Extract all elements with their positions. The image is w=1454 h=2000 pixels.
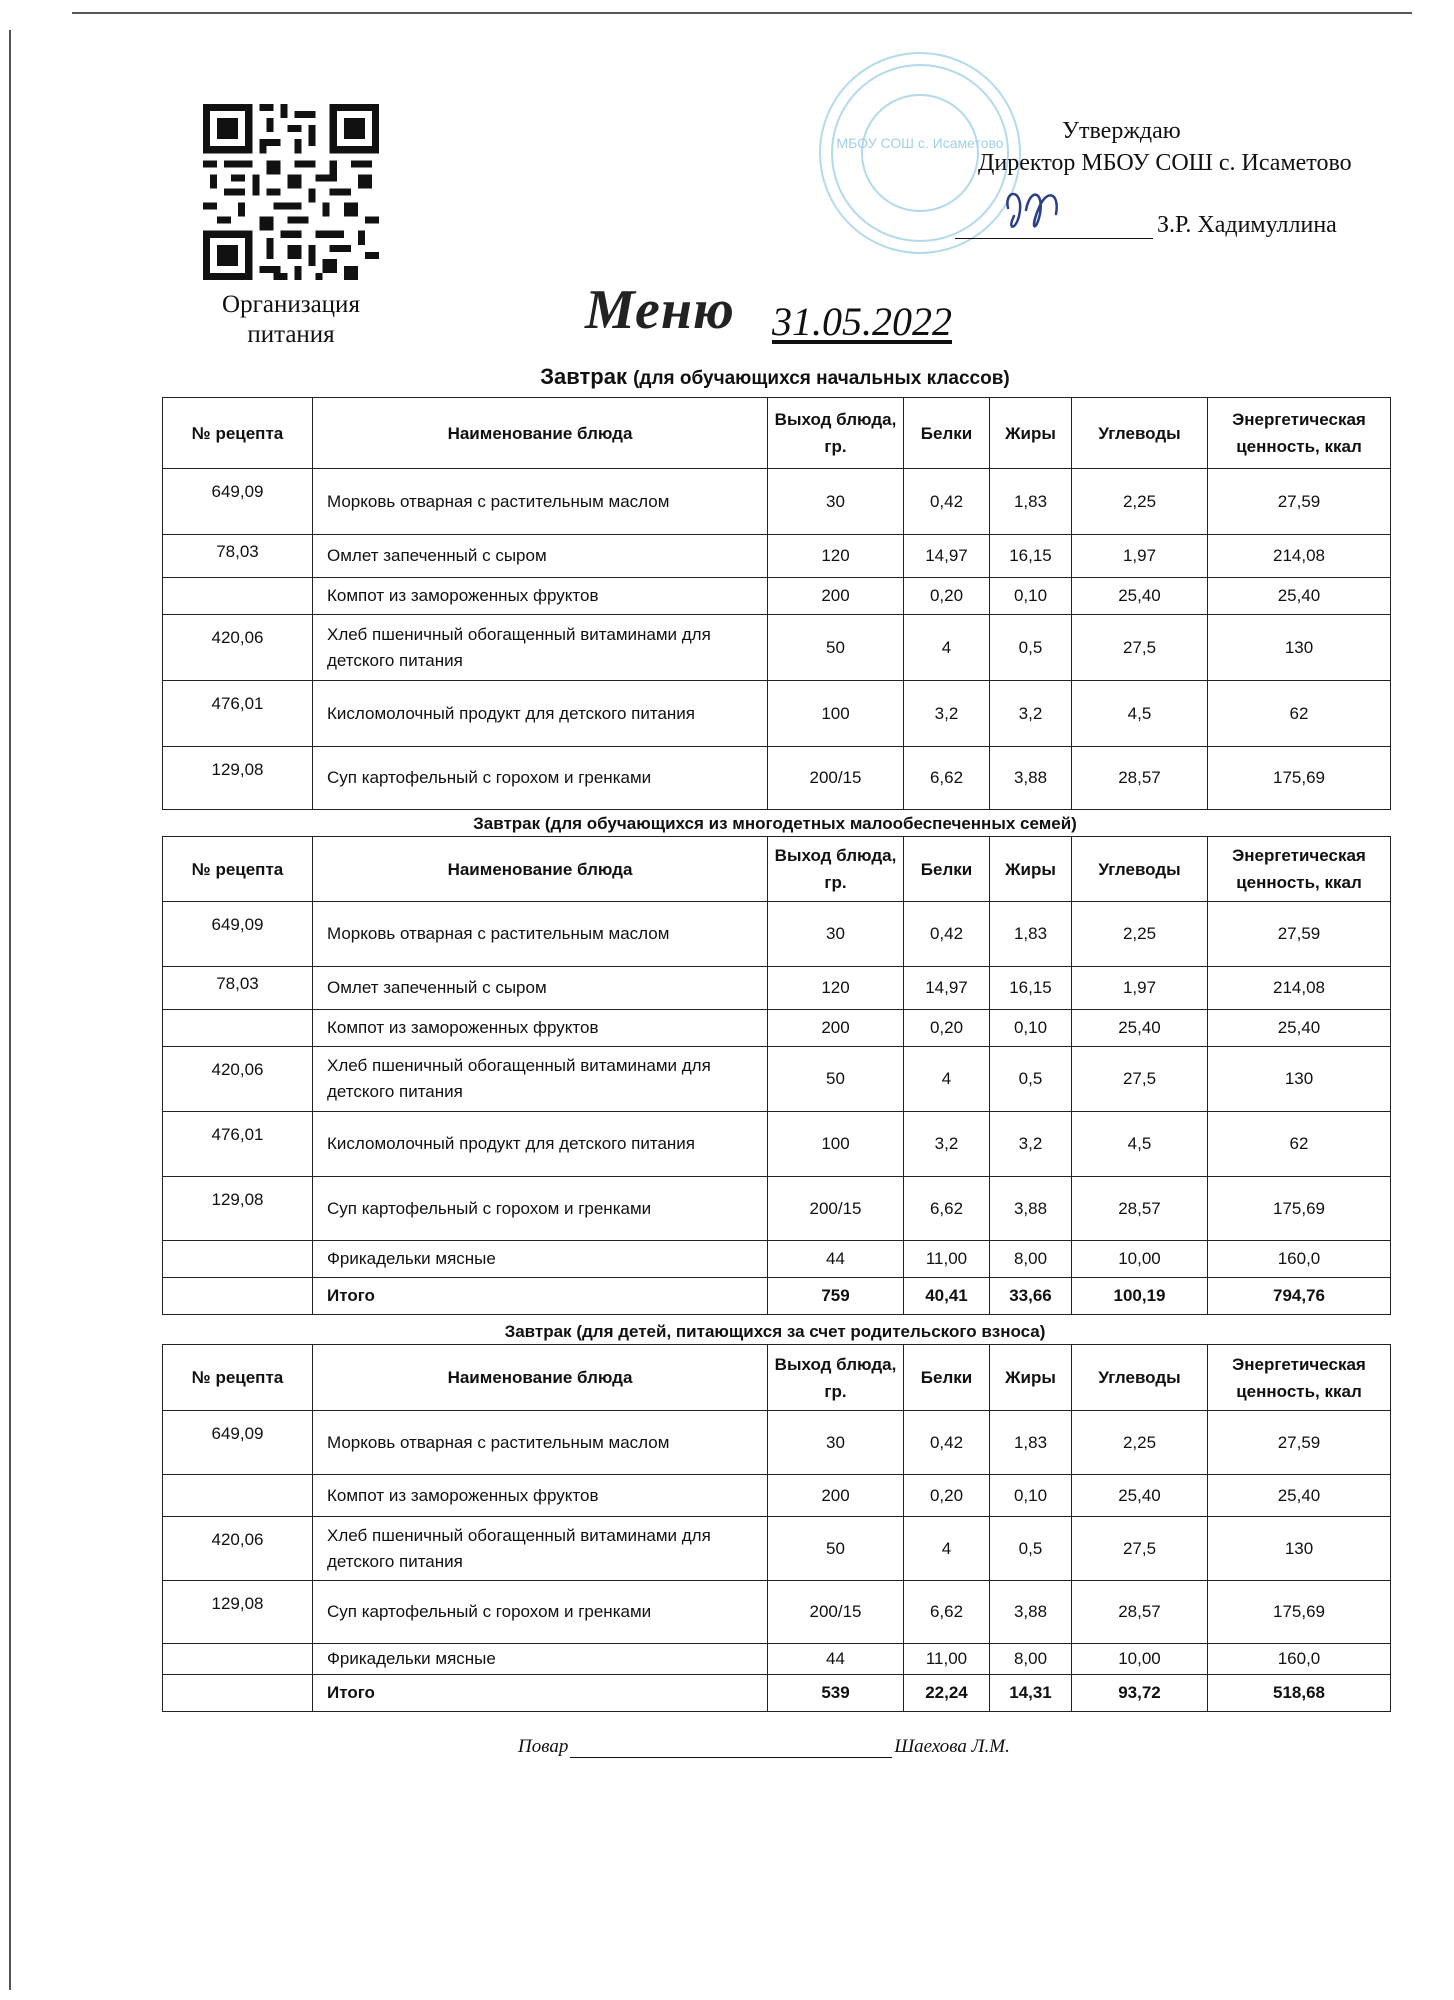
cell-protein: 4 xyxy=(904,1047,990,1112)
cell-energy: 130 xyxy=(1208,615,1391,681)
cell-recipe: 649,09 xyxy=(163,1411,313,1475)
col-protein: Белки xyxy=(904,837,990,902)
table-row xyxy=(163,1047,1391,1112)
cell-recipe: 420,06 xyxy=(163,1047,313,1112)
table-row xyxy=(163,1475,1391,1517)
qr-caption-line-2: питания xyxy=(247,321,335,348)
col-recipe: № рецепта xyxy=(163,837,313,902)
cell-recipe: 476,01 xyxy=(163,681,313,747)
cell-carbs: 27,5 xyxy=(1072,615,1208,681)
cell-yield: 200 xyxy=(768,1010,904,1047)
cell-fat: 3,2 xyxy=(990,1112,1072,1177)
page-title: Меню xyxy=(585,279,735,341)
cell-yield: 50 xyxy=(768,615,904,681)
col-protein: Белки xyxy=(904,398,990,469)
cell-energy: 175,69 xyxy=(1208,1581,1391,1644)
cell-name: Суп картофельный с горохом и гренками xyxy=(313,747,768,810)
cell-recipe xyxy=(163,1644,313,1675)
top-border-line xyxy=(72,12,1412,14)
cell-yield: 30 xyxy=(768,902,904,967)
section-title-main: Завтрак xyxy=(504,1322,572,1341)
table-row xyxy=(163,1177,1391,1241)
cell-energy: 25,40 xyxy=(1208,578,1391,615)
cell-fat: 3,2 xyxy=(990,681,1072,747)
col-fat: Жиры xyxy=(990,1345,1072,1411)
section-title-parent-paid xyxy=(160,1322,1390,1342)
table-row xyxy=(163,747,1391,810)
total-energy: 794,76 xyxy=(1208,1278,1391,1315)
cell-name: Суп картофельный с горохом и гренками xyxy=(313,1177,768,1241)
cell-energy: 130 xyxy=(1208,1047,1391,1112)
cell-fat: 0,5 xyxy=(990,1517,1072,1581)
cell-recipe xyxy=(163,1278,313,1315)
cell-energy: 160,0 xyxy=(1208,1241,1391,1278)
cell-name: Кисломолочный продукт для детского питания xyxy=(313,681,768,747)
cell-recipe xyxy=(163,1010,313,1047)
table-row xyxy=(163,1112,1391,1177)
section-title-sub: (для обучающихся из многодетных малообеспеченных семей) xyxy=(544,814,1077,833)
cell-energy: 62 xyxy=(1208,681,1391,747)
cell-fat: 16,15 xyxy=(990,967,1072,1010)
handwritten-signature-icon xyxy=(1000,180,1080,240)
cell-fat: 0,5 xyxy=(990,615,1072,681)
section-title-primary xyxy=(160,364,1390,390)
section-title-main: Завтрак xyxy=(473,814,541,833)
total-protein: 40,41 xyxy=(904,1278,990,1315)
menu-table-parent-paid xyxy=(162,1344,1391,1712)
cell-recipe: 129,08 xyxy=(163,747,313,810)
cell-energy: 214,08 xyxy=(1208,967,1391,1010)
total-fat: 14,31 xyxy=(990,1675,1072,1712)
cell-carbs: 25,40 xyxy=(1072,578,1208,615)
cell-carbs: 28,57 xyxy=(1072,1177,1208,1241)
cell-recipe xyxy=(163,1675,313,1712)
cell-name: Фрикадельки мясные xyxy=(313,1644,768,1675)
cell-name: Кисломолочный продукт для детского питания xyxy=(313,1112,768,1177)
cell-fat: 1,83 xyxy=(990,469,1072,535)
cell-carbs: 4,5 xyxy=(1072,681,1208,747)
table-row xyxy=(163,1411,1391,1475)
cell-energy: 175,69 xyxy=(1208,747,1391,810)
cell-name: Компот из замороженных фруктов xyxy=(313,578,768,615)
cell-yield: 200/15 xyxy=(768,747,904,810)
total-fat: 33,66 xyxy=(990,1278,1072,1315)
table-row xyxy=(163,535,1391,578)
col-name: Наименование блюда xyxy=(313,837,768,902)
stamp-text: МБОУ СОШ с. Исаметово xyxy=(836,135,1004,151)
cell-fat: 8,00 xyxy=(990,1241,1072,1278)
cell-yield: 200 xyxy=(768,1475,904,1517)
cell-fat: 1,83 xyxy=(990,902,1072,967)
col-carbs: Углеводы xyxy=(1072,837,1208,902)
col-recipe: № рецепта xyxy=(163,1345,313,1411)
menu-date: 31.05.2022 xyxy=(772,299,952,344)
cell-energy: 130 xyxy=(1208,1517,1391,1581)
table-row xyxy=(163,1241,1391,1278)
cell-name: Фрикадельки мясные xyxy=(313,1241,768,1278)
cell-energy: 27,59 xyxy=(1208,469,1391,535)
cell-protein: 6,62 xyxy=(904,1581,990,1644)
cell-fat: 0,10 xyxy=(990,578,1072,615)
cell-name: Компот из замороженных фруктов xyxy=(313,1475,768,1517)
col-carbs: Углеводы xyxy=(1072,1345,1208,1411)
qr-caption xyxy=(196,290,386,350)
cell-fat: 0,5 xyxy=(990,1047,1072,1112)
cell-protein: 3,2 xyxy=(904,1112,990,1177)
cell-yield: 44 xyxy=(768,1644,904,1675)
cell-yield: 100 xyxy=(768,1112,904,1177)
cell-name: Хлеб пшеничный обогащенный витаминами для детского питания xyxy=(313,1047,768,1112)
total-energy: 518,68 xyxy=(1208,1675,1391,1712)
col-fat: Жиры xyxy=(990,837,1072,902)
table-header-row xyxy=(163,398,1391,469)
cell-recipe xyxy=(163,1475,313,1517)
cook-name: Шаехова Л.М. xyxy=(894,1736,1010,1757)
cell-energy: 25,40 xyxy=(1208,1010,1391,1047)
cell-carbs: 27,5 xyxy=(1072,1047,1208,1112)
approval-position: Директор МБОУ СОШ с. Исаметово xyxy=(978,150,1352,176)
cook-signature xyxy=(518,1736,1010,1758)
cell-carbs: 4,5 xyxy=(1072,1112,1208,1177)
cell-carbs: 1,97 xyxy=(1072,535,1208,578)
cell-carbs: 28,57 xyxy=(1072,1581,1208,1644)
cell-fat: 3,88 xyxy=(990,1581,1072,1644)
table-row xyxy=(163,615,1391,681)
cell-recipe: 649,09 xyxy=(163,902,313,967)
cell-protein: 0,20 xyxy=(904,1010,990,1047)
cell-energy: 62 xyxy=(1208,1112,1391,1177)
cook-label: Повар xyxy=(518,1736,569,1757)
cell-protein: 4 xyxy=(904,1517,990,1581)
col-recipe: № рецепта xyxy=(163,398,313,469)
section-title-large-families xyxy=(160,814,1390,834)
cell-energy: 27,59 xyxy=(1208,902,1391,967)
cell-recipe: 420,06 xyxy=(163,615,313,681)
cell-name: Компот из замороженных фруктов xyxy=(313,1010,768,1047)
cell-name: Морковь отварная с растительным маслом xyxy=(313,902,768,967)
cell-energy: 25,40 xyxy=(1208,1475,1391,1517)
cell-recipe: 129,08 xyxy=(163,1177,313,1241)
approval-name: З.Р. Хадимуллина xyxy=(1157,212,1337,238)
table-row xyxy=(163,1010,1391,1047)
cell-yield: 100 xyxy=(768,681,904,747)
table-total-row xyxy=(163,1675,1391,1712)
cell-carbs: 28,57 xyxy=(1072,747,1208,810)
cell-name: Хлеб пшеничный обогащенный витаминами для детского питания xyxy=(313,615,768,681)
cell-carbs: 27,5 xyxy=(1072,1517,1208,1581)
col-name: Наименование блюда xyxy=(313,1345,768,1411)
cell-fat: 1,83 xyxy=(990,1411,1072,1475)
cell-protein: 0,42 xyxy=(904,902,990,967)
cell-carbs: 1,97 xyxy=(1072,967,1208,1010)
qr-code-icon xyxy=(203,104,379,280)
cell-name: Морковь отварная с растительным маслом xyxy=(313,1411,768,1475)
cell-recipe: 649,09 xyxy=(163,469,313,535)
section-title-sub: (для детей, питающихся за счет родительского взноса) xyxy=(576,1322,1046,1341)
total-label: Итого xyxy=(313,1278,768,1315)
col-name: Наименование блюда xyxy=(313,398,768,469)
table-row xyxy=(163,578,1391,615)
total-yield: 539 xyxy=(768,1675,904,1712)
cell-protein: 6,62 xyxy=(904,1177,990,1241)
cell-carbs: 25,40 xyxy=(1072,1010,1208,1047)
menu-table-large-families xyxy=(162,836,1391,1315)
total-protein: 22,24 xyxy=(904,1675,990,1712)
cell-protein: 0,42 xyxy=(904,1411,990,1475)
cell-carbs: 2,25 xyxy=(1072,1411,1208,1475)
cell-name: Суп картофельный с горохом и гренками xyxy=(313,1581,768,1644)
total-yield: 759 xyxy=(768,1278,904,1315)
cell-carbs: 25,40 xyxy=(1072,1475,1208,1517)
cook-signature-line xyxy=(570,1741,892,1758)
col-energy: Энергетическая ценность, ккал xyxy=(1208,837,1391,902)
cell-fat: 3,88 xyxy=(990,1177,1072,1241)
cell-energy: 175,69 xyxy=(1208,1177,1391,1241)
cell-name: Омлет запеченный с сыром xyxy=(313,535,768,578)
cell-yield: 120 xyxy=(768,967,904,1010)
col-energy: Энергетическая ценность, ккал xyxy=(1208,398,1391,469)
approval-heading: Утверждаю xyxy=(1062,118,1181,144)
cell-yield: 50 xyxy=(768,1517,904,1581)
left-border-line xyxy=(9,30,11,1990)
col-yield: Выход блюда, гр. xyxy=(768,1345,904,1411)
section-title-main: Завтрак xyxy=(540,364,627,389)
cell-protein: 14,97 xyxy=(904,535,990,578)
total-label: Итого xyxy=(313,1675,768,1712)
cell-carbs: 10,00 xyxy=(1072,1644,1208,1675)
cell-recipe: 78,03 xyxy=(163,967,313,1010)
cell-carbs: 2,25 xyxy=(1072,902,1208,967)
cell-protein: 0,20 xyxy=(904,1475,990,1517)
cell-protein: 3,2 xyxy=(904,681,990,747)
table-header-row xyxy=(163,837,1391,902)
cell-recipe: 78,03 xyxy=(163,535,313,578)
cell-recipe: 476,01 xyxy=(163,1112,313,1177)
cell-protein: 0,20 xyxy=(904,578,990,615)
cell-protein: 14,97 xyxy=(904,967,990,1010)
section-title-sub: (для обучающихся начальных классов) xyxy=(633,368,1010,389)
cell-yield: 44 xyxy=(768,1241,904,1278)
qr-caption-line-1: Организация xyxy=(222,291,360,318)
cell-fat: 0,10 xyxy=(990,1010,1072,1047)
cell-yield: 120 xyxy=(768,535,904,578)
cell-protein: 11,00 xyxy=(904,1644,990,1675)
total-carbs: 100,19 xyxy=(1072,1278,1208,1315)
table-row xyxy=(163,902,1391,967)
cell-fat: 16,15 xyxy=(990,535,1072,578)
cell-yield: 200/15 xyxy=(768,1581,904,1644)
table-row xyxy=(163,1644,1391,1675)
table-header-row xyxy=(163,1345,1391,1411)
cell-energy: 160,0 xyxy=(1208,1644,1391,1675)
cell-protein: 4 xyxy=(904,615,990,681)
cell-energy: 214,08 xyxy=(1208,535,1391,578)
table-row xyxy=(163,681,1391,747)
table-total-row xyxy=(163,1278,1391,1315)
table-row xyxy=(163,967,1391,1010)
menu-table-primary xyxy=(162,397,1391,810)
total-carbs: 93,72 xyxy=(1072,1675,1208,1712)
cell-name: Омлет запеченный с сыром xyxy=(313,967,768,1010)
cell-recipe: 129,08 xyxy=(163,1581,313,1644)
cell-protein: 6,62 xyxy=(904,747,990,810)
cell-carbs: 2,25 xyxy=(1072,469,1208,535)
cell-name: Морковь отварная с растительным маслом xyxy=(313,469,768,535)
cell-recipe xyxy=(163,1241,313,1278)
cell-yield: 200/15 xyxy=(768,1177,904,1241)
cell-yield: 50 xyxy=(768,1047,904,1112)
col-yield: Выход блюда, гр. xyxy=(768,398,904,469)
col-fat: Жиры xyxy=(990,398,1072,469)
cell-protein: 11,00 xyxy=(904,1241,990,1278)
cell-fat: 8,00 xyxy=(990,1644,1072,1675)
cell-recipe xyxy=(163,578,313,615)
cell-yield: 30 xyxy=(768,1411,904,1475)
cell-protein: 0,42 xyxy=(904,469,990,535)
col-energy: Энергетическая ценность, ккал xyxy=(1208,1345,1391,1411)
table-row xyxy=(163,469,1391,535)
col-yield: Выход блюда, гр. xyxy=(768,837,904,902)
cell-energy: 27,59 xyxy=(1208,1411,1391,1475)
cell-name: Хлеб пшеничный обогащенный витаминами для детского питания xyxy=(313,1517,768,1581)
cell-fat: 3,88 xyxy=(990,747,1072,810)
cell-yield: 30 xyxy=(768,469,904,535)
cell-yield: 200 xyxy=(768,578,904,615)
cell-carbs: 10,00 xyxy=(1072,1241,1208,1278)
col-carbs: Углеводы xyxy=(1072,398,1208,469)
table-row xyxy=(163,1517,1391,1581)
table-row xyxy=(163,1581,1391,1644)
cell-fat: 0,10 xyxy=(990,1475,1072,1517)
cell-recipe: 420,06 xyxy=(163,1517,313,1581)
col-protein: Белки xyxy=(904,1345,990,1411)
